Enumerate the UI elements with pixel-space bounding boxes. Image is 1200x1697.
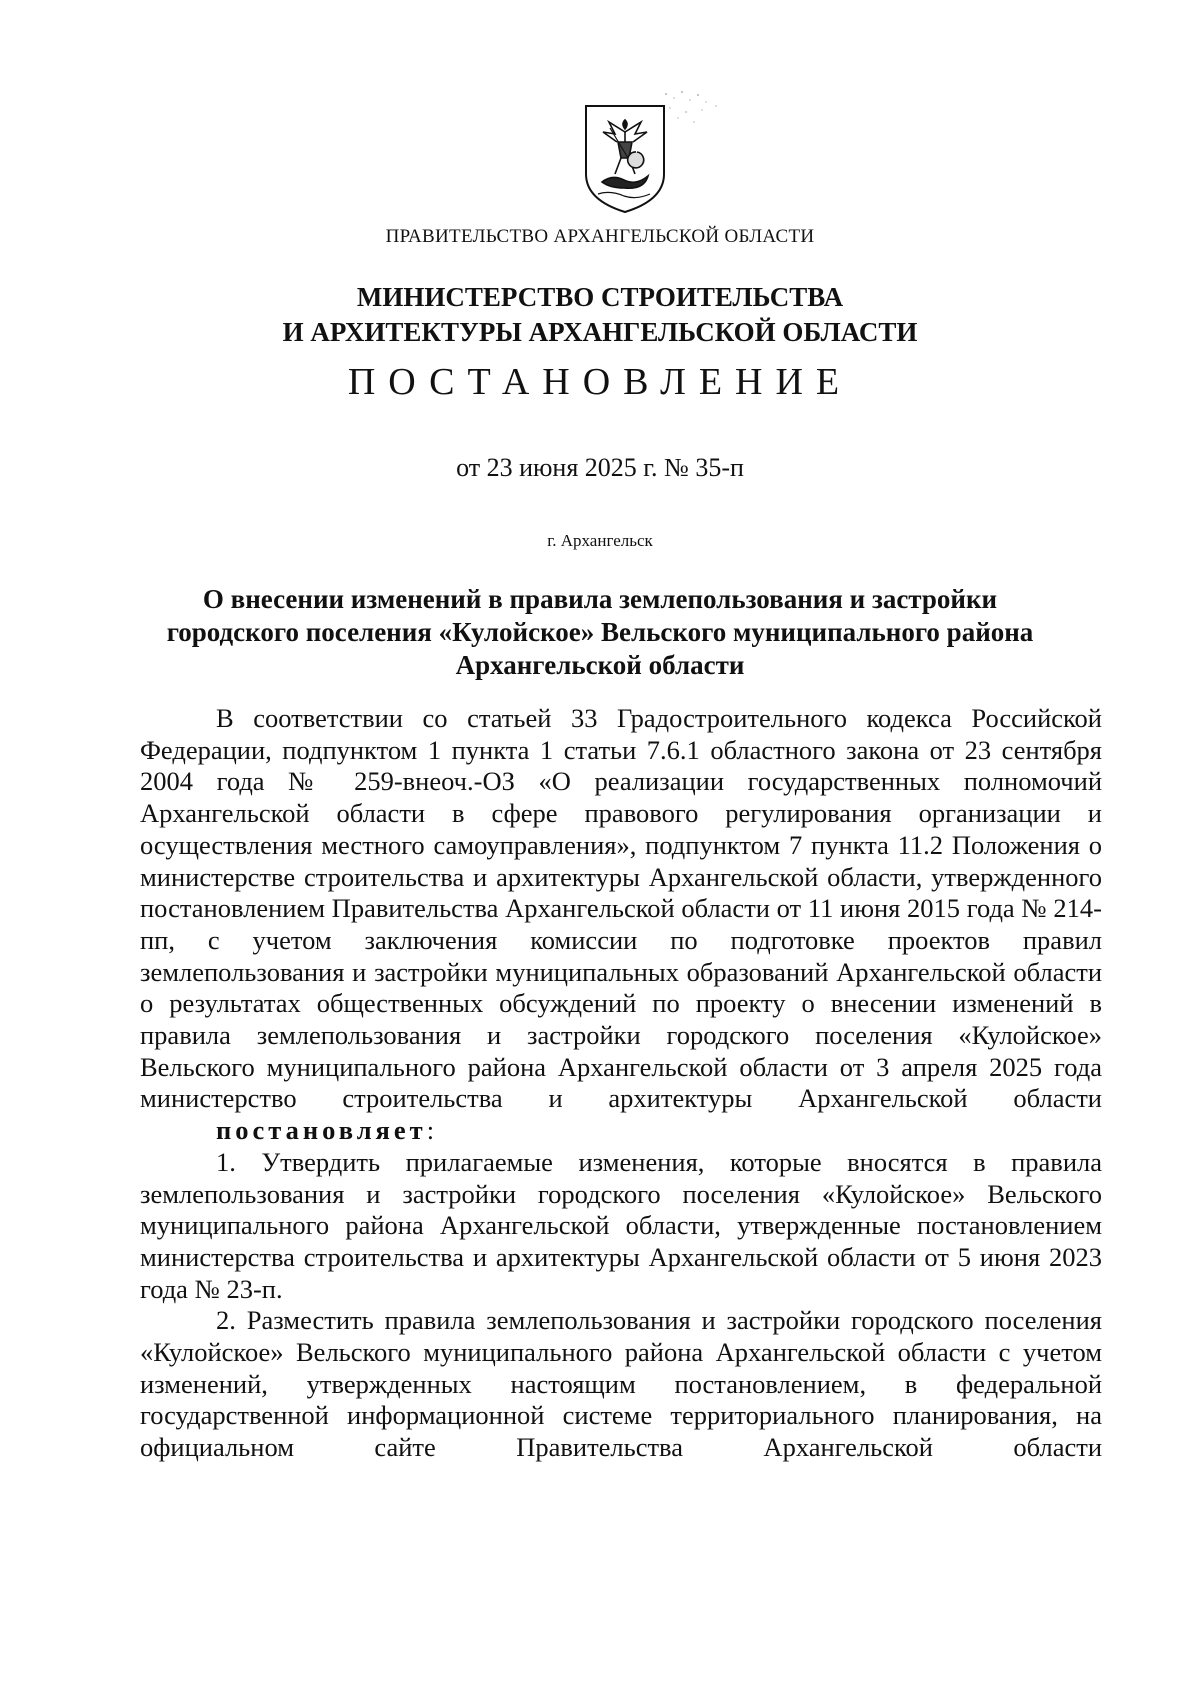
ministry-name	[0, 280, 1200, 350]
document-city: г. Архангельск	[547, 531, 653, 550]
title-line-2: городского поселения «Кулойское» Вельского муниципального района	[166, 617, 1034, 647]
decree-colon: :	[426, 1115, 435, 1146]
decree-line	[140, 1115, 1102, 1147]
decree-word: постановляет	[216, 1115, 427, 1146]
ministry-line-2: И АРХИТЕКТУРЫ АРХАНГЕЛЬСКОЙ ОБЛАСТИ	[282, 317, 918, 347]
title-line-3: Архангельской области	[455, 650, 745, 680]
document-body	[140, 703, 1102, 1464]
document-type: ПОСТАНОВЛЕНИЕ	[347, 361, 853, 403]
scan-noise	[660, 88, 740, 128]
item-2-paragraph: 2. Разместить правила землепользования и застройки городского поселения «Кулойское» Вельского муниципального района Архангельской области с учетом изменений, утвержденных настоящим постановлением, в федеральной государственной информационной системе территориального планирования, на официальном сайте Правительства Архангельской области	[140, 1305, 1102, 1463]
document-date-number: от 23 июня 2025 г. № 35-п	[456, 453, 744, 482]
ministry-line-1: МИНИСТЕРСТВО СТРОИТЕЛЬСТВА	[356, 282, 844, 312]
document-title	[0, 583, 1200, 682]
item-1-paragraph: 1. Утвердить прилагаемые изменения, которые вносятся в правила землепользования и застройки городского поселения «Кулойское» Вельского муниципального района Архангельской области, утвержденные постановлением министерства строительства и архитектуры Архангельской области от 5 июня 2023 года № 23-п.	[140, 1146, 1102, 1304]
preamble-text: В соответствии со статьей 33 Градостроительного кодекса Российской Федерации, подпунктом 1 пункта 1 статьи 7.6.1 областного закона от 23 сентября 2004 года № 259-внеоч.-ОЗ «О реализации государственных полномочий Архангельской области в сфере правового регулирования организации и осуществления местного самоуправления», подпунктом 7 пункта 11.2 Положения о министерстве строительства и архитектуры Архангельской области, утвержденного постановлением Правительства Архангельской области от 11 июня 2015 года № 214-пп, с учетом заключения комиссии по подготовке проектов правил землепользования и застройки муниципальных образований Архангельской области о результатах общественных обсуждений по проекту о внесении изменений в правила землепользования и застройки городского поселения «Кулойское» Вельского муниципального района Архангельской области от 3 апреля 2025 года министерство строительства и архитектуры Архангельской области	[140, 703, 1102, 1114]
preamble-paragraph	[140, 703, 1102, 1115]
government-name: ПРАВИТЕЛЬСТВО АРХАНГЕЛЬСКОЙ ОБЛАСТИ	[385, 226, 815, 247]
coat-of-arms-emblem	[580, 102, 670, 214]
title-line-1: О внесении изменений в правила землепользования и застройки	[202, 584, 998, 614]
